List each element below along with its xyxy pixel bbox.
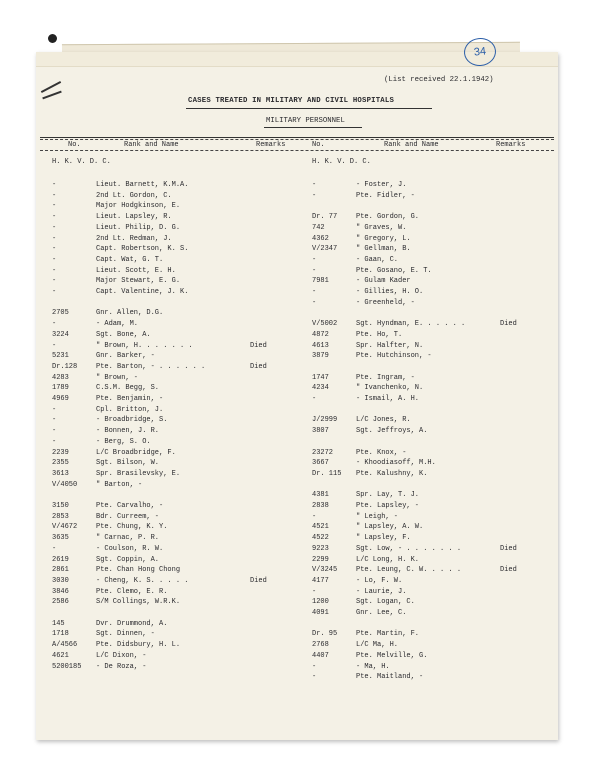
entry-number: 1718 xyxy=(52,630,69,639)
entry-number: 3807 xyxy=(312,427,329,436)
entry-number: - xyxy=(52,245,57,254)
entry-number: 4872 xyxy=(312,330,329,339)
entry-number: V/3245 xyxy=(312,566,338,575)
entry-rank-name: Sgt. Dinnen, - xyxy=(96,630,155,639)
entry-rank-name: Pte. Kalushny, K. xyxy=(356,469,428,478)
entry-number: 4407 xyxy=(312,651,329,660)
col-header-name-right: Rank and Name xyxy=(384,141,439,149)
entry-number: 2355 xyxy=(52,459,69,468)
entry-number: A/4566 xyxy=(52,641,78,650)
entry-rank-name: Sgt. Coppin, A. xyxy=(96,555,160,564)
entry-rank-name: Pte. Lapsley, - xyxy=(356,502,420,510)
entry-number: 5231 xyxy=(52,352,69,361)
entry-rank-name: S/M Collings, W.R.K. xyxy=(96,598,181,607)
entry-rank-name: Gnr. Lee, C. xyxy=(356,609,407,617)
entry-rank-name: Pte. Didsbury, H. L. xyxy=(96,641,181,650)
entry-number: Dr. 115 xyxy=(312,469,342,478)
entry-number: J/2999 xyxy=(312,416,338,425)
entry-rank-name: " Gellman, B. xyxy=(356,245,411,254)
entry-number: - xyxy=(52,544,57,553)
entry-number: 145 xyxy=(52,619,65,628)
entry-rank-name: - Khoodiasoff, M.H. xyxy=(356,459,436,468)
subtitle-underline xyxy=(264,127,362,128)
entry-rank-name: - Ma, H. xyxy=(356,662,390,671)
col-header-remarks-right: Remarks xyxy=(496,141,526,149)
entry-rank-name: 2nd Lt. Redman, J. xyxy=(96,234,172,243)
entry-remarks: Died xyxy=(500,320,517,329)
entry-rank-name: L/C Broadbridge, F. xyxy=(96,448,176,457)
entry-remarks: Died xyxy=(500,566,517,575)
entry-rank-name: L/C Jones, R. xyxy=(356,416,411,425)
entry-rank-name: Bdr. Curreem, - xyxy=(96,512,160,521)
entry-number: - xyxy=(52,320,57,329)
entry-number: 1789 xyxy=(52,384,69,393)
entry-number: 2768 xyxy=(312,641,329,650)
table-top-rule xyxy=(40,137,554,138)
entry-rank-name: Pte. Ho, T. xyxy=(356,330,403,339)
col-header-no-right: No. xyxy=(312,141,325,149)
entry-rank-name: Spr. Halfter, N. xyxy=(356,341,424,350)
entry-number: 1747 xyxy=(312,373,329,382)
section-heading-right: H. K. V. D. C. xyxy=(312,158,371,166)
entry-number: - xyxy=(52,277,57,286)
entry-number: 5200185 xyxy=(52,662,82,671)
entry-number: - xyxy=(312,181,317,189)
entry-rank-name: L/C Dixon, - xyxy=(96,651,147,660)
entry-number: - xyxy=(52,341,57,350)
col-header-name-left: Rank and Name xyxy=(124,141,179,149)
section-subtitle: MILITARY PERSONNEL xyxy=(266,117,345,125)
entry-rank-name: Sgt. Jeffroys, A. xyxy=(356,427,428,436)
entry-rank-name: Lieut. Lapsley, R. xyxy=(96,213,172,222)
entry-number: - xyxy=(52,437,57,446)
document-title: CASES TREATED IN MILITARY AND CIVIL HOSPITALS xyxy=(188,97,395,105)
entry-number: 4177 xyxy=(312,576,329,585)
entry-rank-name: Sgt. Bone, A. xyxy=(96,330,151,339)
entry-number: - xyxy=(312,395,317,403)
entry-number: Dr. 77 xyxy=(312,213,338,222)
entry-remarks: Died xyxy=(500,544,517,553)
entry-rank-name: Sgt. Low, - . . . . . . . xyxy=(356,544,462,553)
entry-rank-name: Spr. Lay, T. J. xyxy=(356,491,420,500)
entry-rank-name: Pte. Maitland, - xyxy=(356,673,424,682)
entry-rank-name: Sgt. Bilson, W. xyxy=(96,459,160,468)
entry-rank-name: Pte. Chung, K. Y. xyxy=(96,523,168,532)
entry-rank-name: Lieut. Barnett, K.M.A. xyxy=(96,181,189,189)
entry-number: V/2347 xyxy=(312,245,338,254)
entry-number: 4362 xyxy=(312,234,329,243)
entry-remarks: Died xyxy=(250,576,267,585)
col-header-remarks-left: Remarks xyxy=(256,141,286,149)
entry-rank-name: - Broadbridge, S. xyxy=(96,416,168,425)
entry-number: 4522 xyxy=(312,534,329,543)
entry-rank-name: Pte. Hutchinson, - xyxy=(356,352,432,361)
entry-rank-name: Pte. Barton, - . . . . . . xyxy=(96,362,206,371)
entry-rank-name: Cpl. Britton, J. xyxy=(96,405,164,414)
entry-rank-name: " Lapsley, F. xyxy=(356,534,411,543)
entry-rank-name: - Gulam Kader xyxy=(356,277,411,286)
entry-number: - xyxy=(52,223,57,232)
entry-number: - xyxy=(52,405,57,414)
table-header-rule xyxy=(40,150,554,151)
entry-rank-name: Sgt. Logan, C. xyxy=(356,598,415,607)
entry-number: 9223 xyxy=(312,544,329,553)
entry-rank-name: " Graves, W. xyxy=(356,223,407,232)
entry-rank-name: - De Roza, - xyxy=(96,662,147,671)
entry-number: 2861 xyxy=(52,566,69,575)
entry-rank-name: - Laurie, J. xyxy=(356,587,407,596)
entry-rank-name: Capt. Wat, G. T. xyxy=(96,255,164,264)
entry-number: 4969 xyxy=(52,395,69,403)
entry-number: 3667 xyxy=(312,459,329,468)
entry-number: 3635 xyxy=(52,534,69,543)
entry-rank-name: L/C Ma, H. xyxy=(356,641,399,650)
entry-rank-name: - Gaan, C. xyxy=(356,255,399,264)
entry-rank-name: 2nd Lt. Gordon, C. xyxy=(96,191,172,200)
entry-number: - xyxy=(312,512,317,521)
received-date: (List received 22.1.1942) xyxy=(384,76,494,84)
entry-number: 3030 xyxy=(52,576,69,585)
entry-rank-name: - Ismail, A. H. xyxy=(356,395,420,403)
entry-number: - xyxy=(52,416,57,425)
col-header-no-left: No. xyxy=(68,141,81,149)
entry-number: - xyxy=(52,202,57,211)
entry-number: 2705 xyxy=(52,309,69,318)
entry-rank-name: Pte. Fidler, - xyxy=(356,191,415,200)
entry-rank-name: - Coulson, R. W. xyxy=(96,544,164,553)
entry-number: - xyxy=(312,587,317,596)
entry-rank-name: Gnr. Allen, D.G. xyxy=(96,309,164,318)
entry-number: 1200 xyxy=(312,598,329,607)
entry-rank-name: " Lapsley, A. W. xyxy=(356,523,424,532)
entry-rank-name: " Barton, - xyxy=(96,480,143,489)
entry-number: - xyxy=(52,427,57,436)
entry-number: V/4672 xyxy=(52,523,78,532)
entry-rank-name: " Carnac, P. R. xyxy=(96,534,160,543)
entry-number: - xyxy=(52,266,57,275)
entry-number: 742 xyxy=(312,223,325,232)
table-top-rule-dashed xyxy=(40,139,554,140)
entry-number: - xyxy=(312,298,317,307)
entry-number: 4283 xyxy=(52,373,69,382)
entry-remarks: Died xyxy=(250,341,267,350)
entry-rank-name: - Lo, F. W. xyxy=(356,576,403,585)
entry-rank-name: - Greenheld, - xyxy=(356,298,415,307)
entry-number: 4621 xyxy=(52,651,69,660)
entry-number: 2619 xyxy=(52,555,69,564)
entry-number: - xyxy=(52,181,57,189)
entry-rank-name: " Gregory, L. xyxy=(356,234,411,243)
entry-number: 4234 xyxy=(312,384,329,393)
entry-number: - xyxy=(312,191,317,200)
section-heading-left: H. K. V. D. C. xyxy=(52,158,111,166)
entry-number: - xyxy=(312,673,317,682)
entry-number: 3150 xyxy=(52,502,69,510)
entry-rank-name: - Foster, J. xyxy=(356,181,407,189)
entry-rank-name: - Gillies, H. O. xyxy=(356,288,424,296)
entry-number: 2239 xyxy=(52,448,69,457)
page-number-stamp: 34 xyxy=(463,36,498,67)
entry-number: 4091 xyxy=(312,609,329,617)
entry-number: V/4050 xyxy=(52,480,78,489)
entry-number: 4613 xyxy=(312,341,329,350)
entry-number: Dr. 95 xyxy=(312,630,338,639)
entry-number: Dr.128 xyxy=(52,362,78,371)
entry-rank-name: - Cheng, K. S. . . . . xyxy=(96,576,189,585)
entry-remarks: Died xyxy=(250,362,267,371)
entry-rank-name: Capt. Robertson, K. S. xyxy=(96,245,189,254)
entry-rank-name: Pte. Melville, G. xyxy=(356,651,428,660)
entry-number: 2838 xyxy=(312,502,329,510)
entry-number: 2299 xyxy=(312,555,329,564)
entry-rank-name: " Leigh, - xyxy=(356,512,399,521)
entry-rank-name: - Bonnen, J. R. xyxy=(96,427,160,436)
entry-number: 2586 xyxy=(52,598,69,607)
entry-rank-name: " Brown, H. . . . . . . xyxy=(96,341,193,350)
entry-number: - xyxy=(312,255,317,264)
entry-rank-name: Dvr. Drummond, A. xyxy=(96,619,168,628)
entry-rank-name: Pte. Gosano, E. T. xyxy=(356,266,432,275)
faint-bleedthrough-text xyxy=(58,688,62,695)
entry-rank-name: Pte. Benjamin, - xyxy=(96,395,164,403)
entry-rank-name: Pte. Ingram, - xyxy=(356,373,415,382)
entry-number: 4521 xyxy=(312,523,329,532)
entry-rank-name: Pte. Carvalho, - xyxy=(96,502,164,510)
entry-rank-name: Pte. Leung, C. W. . . . . xyxy=(356,566,462,575)
entry-rank-name: Lieut. Scott, E. H. xyxy=(96,266,176,275)
entry-number: 23272 xyxy=(312,448,334,457)
entry-number: - xyxy=(52,234,57,243)
entry-rank-name: Lieut. Philip, D. G. xyxy=(96,223,181,232)
entry-number: 3879 xyxy=(312,352,329,361)
entry-rank-name: Spr. Brasilevsky, E. xyxy=(96,469,181,478)
entry-number: V/5002 xyxy=(312,320,338,329)
entry-number: - xyxy=(52,255,57,264)
entry-number: 4381 xyxy=(312,491,329,500)
entry-number: - xyxy=(312,662,317,671)
entry-number: 2853 xyxy=(52,512,69,521)
entry-number: 3613 xyxy=(52,469,69,478)
entry-number: - xyxy=(312,288,317,296)
entry-number: - xyxy=(312,266,317,275)
entry-rank-name: Major Stewart, E. G. xyxy=(96,277,181,286)
punch-hole xyxy=(48,34,57,43)
entry-rank-name: Gnr. Barker, - xyxy=(96,352,155,361)
entry-number: - xyxy=(52,213,57,222)
entry-number: 3846 xyxy=(52,587,69,596)
entry-rank-name: C.S.M. Begg, S. xyxy=(96,384,160,393)
entry-rank-name: Pte. Chan Hong Chong xyxy=(96,566,181,575)
entry-number: 7981 xyxy=(312,277,329,286)
entry-rank-name: L/C Long, H. K. xyxy=(356,555,420,564)
entry-rank-name: " Ivanchenko, N. xyxy=(356,384,424,393)
entry-rank-name: Capt. Valentine, J. K. xyxy=(96,288,189,296)
entry-number: - xyxy=(52,191,57,200)
entry-rank-name: - Berg, S. O. xyxy=(96,437,151,446)
entry-rank-name: Pte. Martin, F. xyxy=(356,630,420,639)
title-underline xyxy=(186,108,432,109)
entry-rank-name: Pte. Gordon, G. xyxy=(356,213,420,222)
entry-rank-name: - Adam, M. xyxy=(96,320,139,329)
entry-number: - xyxy=(52,288,57,296)
entry-rank-name: Sgt. Hyndman, E. . . . . . xyxy=(356,320,466,329)
entry-rank-name: Major Hodgkinson, E. xyxy=(96,202,181,211)
entry-rank-name: " Brown, - xyxy=(96,373,139,382)
entry-number: 3224 xyxy=(52,330,69,339)
entry-rank-name: Pte. Knox, - xyxy=(356,448,407,457)
entry-rank-name: Pte. Clemo, E. R. xyxy=(96,587,168,596)
